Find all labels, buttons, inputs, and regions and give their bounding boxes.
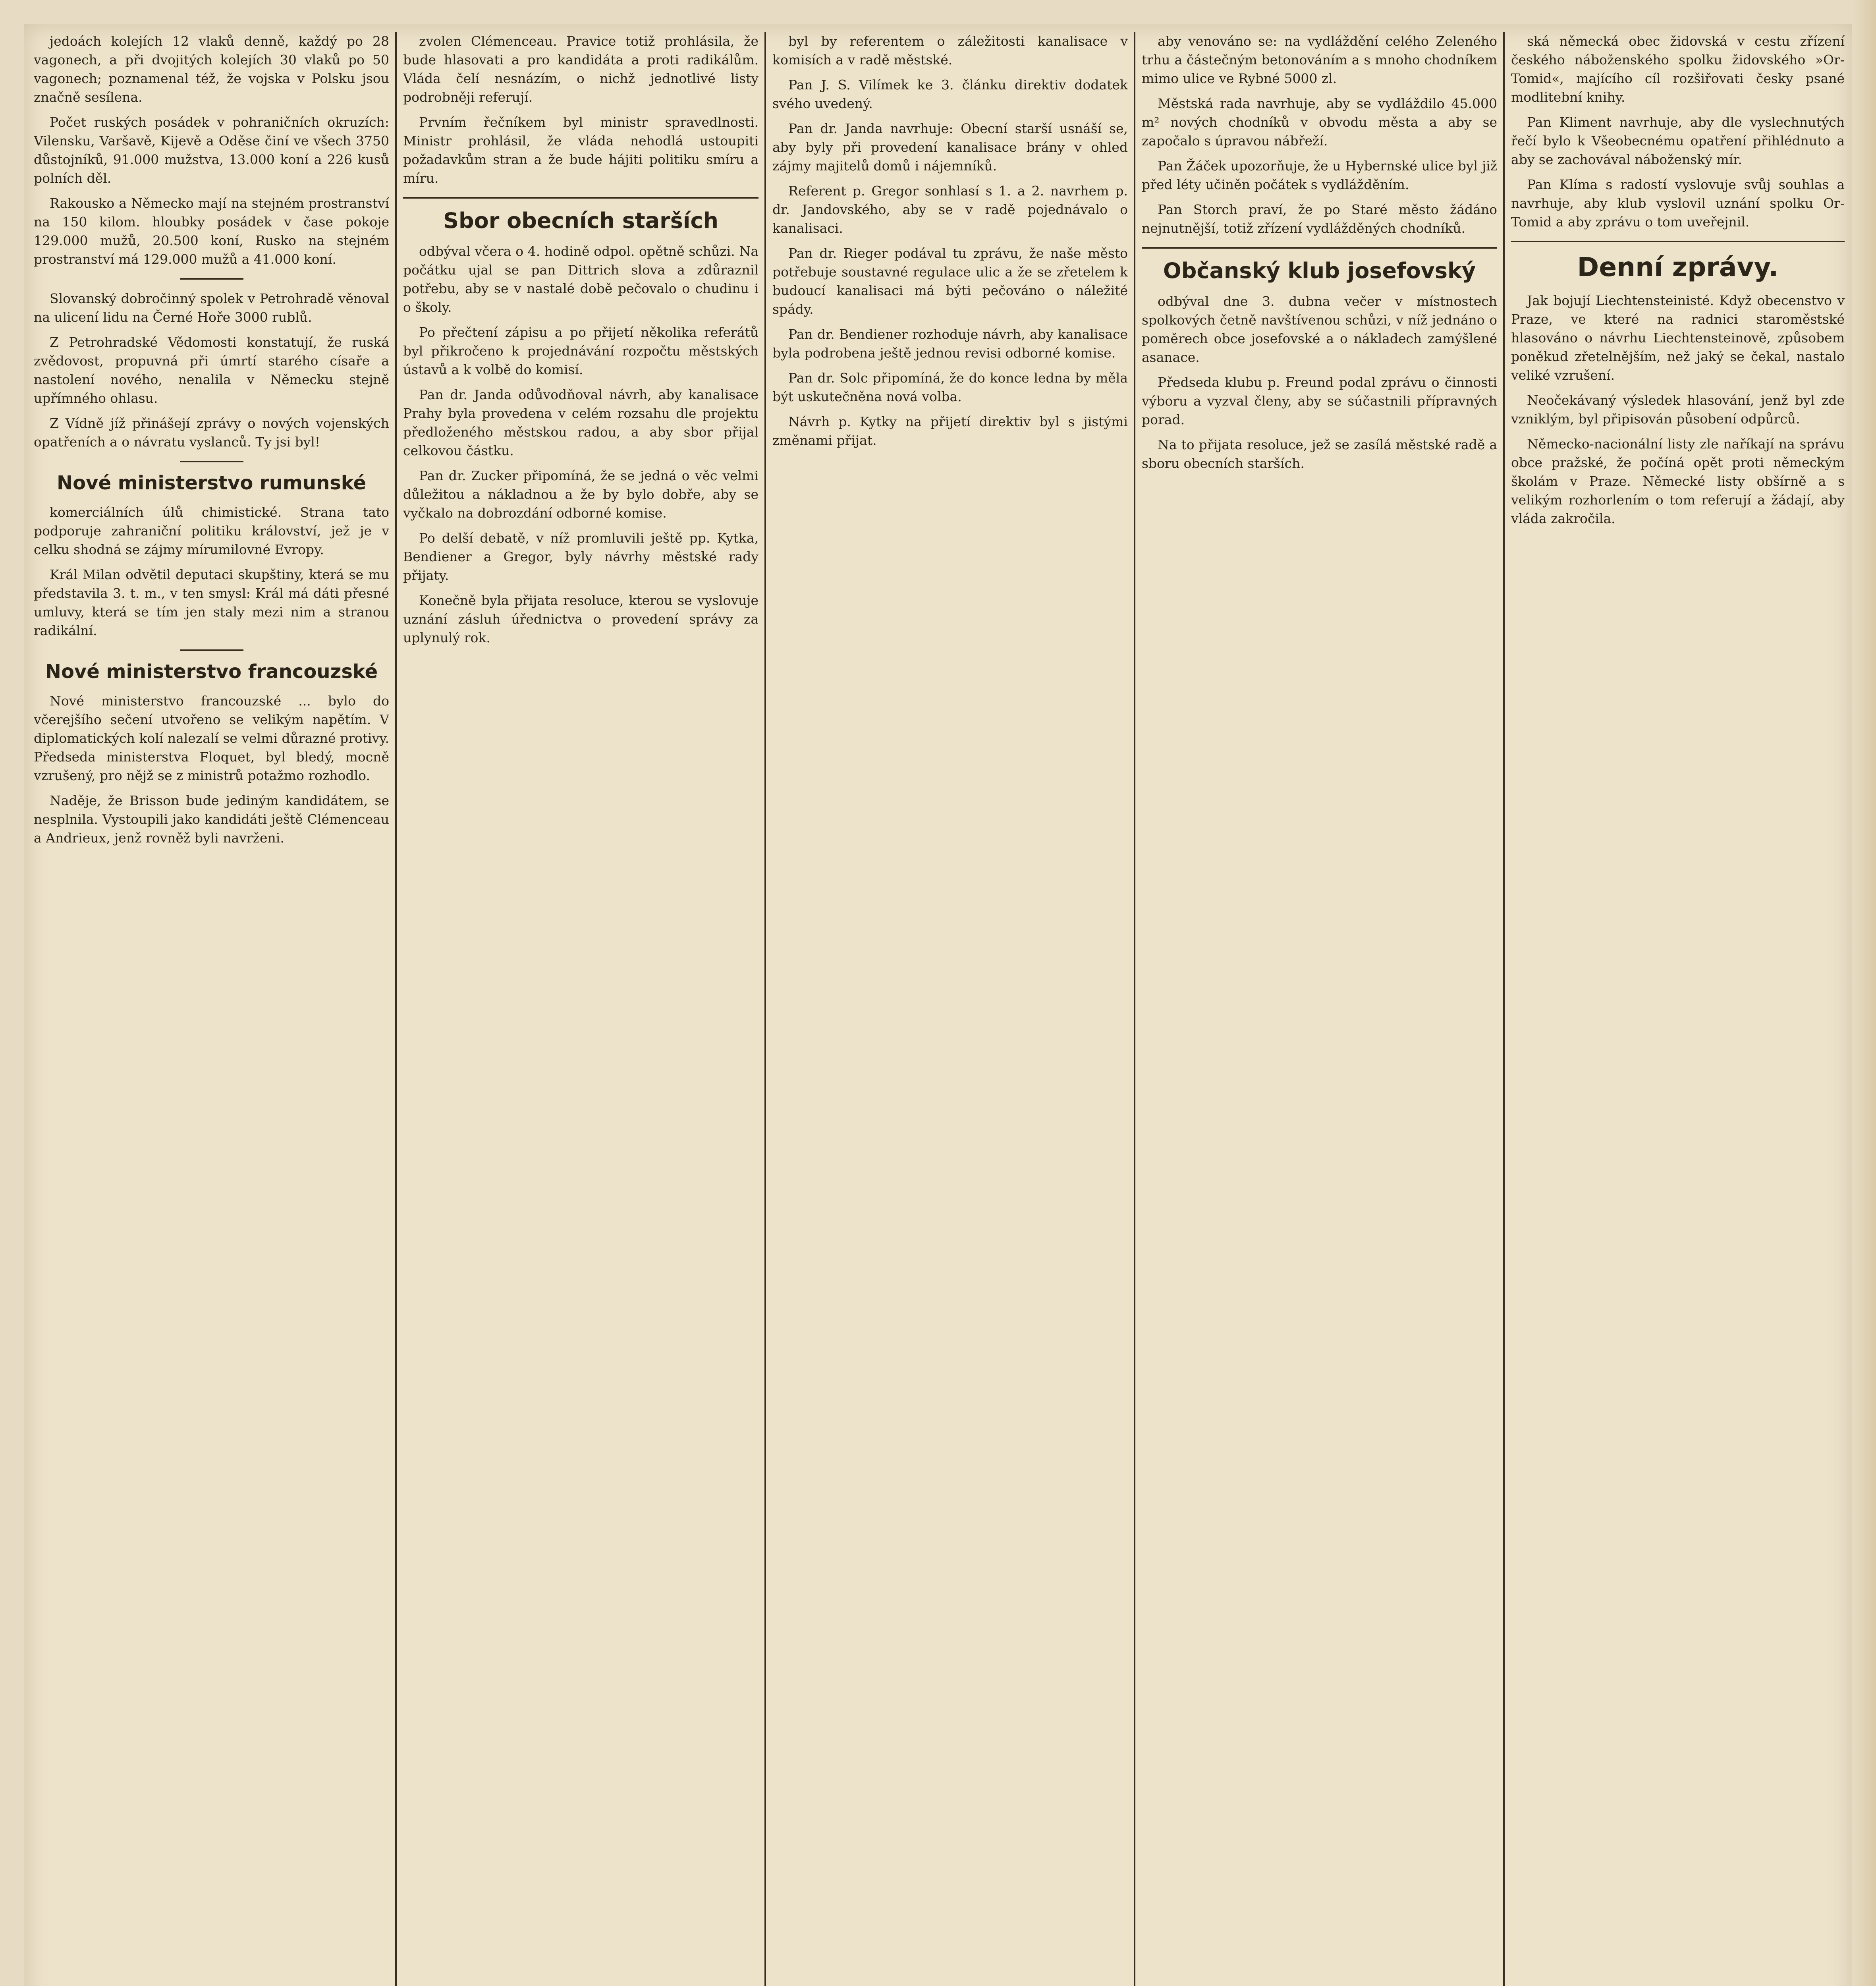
paragraph: Pan dr. Bendiener rozhoduje návrh, aby kanalisace byla podrobena ještě jednou revisi odborné komise. [772, 326, 1128, 361]
column-2 [403, 32, 759, 1986]
separator [403, 197, 759, 199]
section-heading: Sbor obecních starších [443, 208, 718, 233]
paragraph: odbýval dne 3. dubna večer v místnostech spolkových četně navštívenou schůzi, v níž jednáno o poměrech obce josefovské a o nákladech zamýšlené asanace. [1142, 294, 1497, 365]
paragraph: Po přečtení zápisu a po přijetí několika referátů byl přikročeno k projednávání rozpočtu městských ústavů a k volbě do komisí. [403, 325, 759, 377]
paragraph: Rakousko a Německo mají na stejném prostranství na 150 kilom. hloubky posádek v čase pokoje 129.000 mužů, 20.500 koní, Rusko na stejném prostranství má 129.000 mužů a 41.000 koní. [34, 195, 389, 267]
paragraph: odbýval včera o 4. hodině odpol. opětně schůzi. Na počátku ujal se pan Dittrich slova a zdůraznil potřebu, aby se v nastalé době pečovalo o chudinu i o školy. [403, 243, 759, 315]
paragraph: Neočekávaný výsledek hlasování, jenž byl zde vzniklým, byl připisován působení odpůrců. [1511, 392, 1845, 427]
section-heading: Občanský klub josefovský [1163, 258, 1476, 283]
column-5 [1511, 32, 1845, 1986]
section-heading: Denní zprávy. [1577, 252, 1779, 282]
separator [1511, 241, 1845, 242]
paragraph: ská německá obec židovská v cestu zřízení českého náboženského spolku židovského »Or-Tomid«, majícího cíl rozšiřovati česky psané modlitební knihy. [1511, 33, 1845, 105]
paragraph: Pan dr. Zucker připomíná, že se jedná o věc velmi důležitou a nákladnou a že by bylo dobře, aby se vyčkalo na dobrozdání odborné komise. [403, 468, 759, 521]
column-rule [395, 32, 397, 1986]
column-3 [772, 32, 1128, 1986]
paragraph: Jak bojují Liechtensteinisté. Když obecenstvo v Praze, ve které na radnici staroměstské hlasováno o návrhu Liechtensteinově, způsobem poněkud zřetelnějším, než jaký se čekal, nastalo veliké vzrušení. [1511, 293, 1845, 383]
paragraph: Nové ministerstvo francouzské ... bylo do včerejšího sečení utvořeno se velikým napětím. V diplomatických kolí nalezalí se velmi důrazné protivy. Předseda ministerstva Floquet, byl bledý, mocně vzrušený, pro nějž se z ministrů potažmo rozhodlo. [34, 693, 389, 783]
paragraph: Pan Kliment navrhuje, aby dle vyslechnutých řečí bylo k Všeobecnému opatření přihlédnuto a aby se zachovával náboženský mír. [1511, 114, 1845, 167]
separator [180, 461, 243, 462]
paragraph: Prvním řečníkem byl ministr spravedlnosti. Ministr prohlásil, že vláda nehodlá ustoupiti požadavkům stran a že bude hájiti politiku smíru a míru. [403, 114, 759, 186]
paragraph: byl by referentem o záležitosti kanalisace v komisích a v radě městské. [772, 33, 1128, 68]
paragraph: Pan J. S. Vilímek ke 3. článku direktiv dodatek svého uvedený. [772, 77, 1128, 111]
column-rule [1134, 32, 1135, 1986]
paragraph: Král Milan odvětil deputaci skupštiny, která se mu představila 3. t. m., v ten smysl: Král má dáti přesné umluvy, která se tím jen staly mezi nim a stranou radikální. [34, 567, 389, 638]
column-rule [1503, 32, 1505, 1986]
paragraph: Na to přijata resoluce, jež se zasílá městské radě a sboru obecních starších. [1142, 437, 1497, 471]
paragraph: Z Vídně jíž přinášejí zprávy o nových vojenských opatřeních a o návratu vyslanců. Ty jsi byl! [34, 415, 389, 450]
separator [180, 278, 243, 280]
paragraph: Slovanský dobročinný spolek v Petrohradě věnoval na ulicení lidu na Černé Hoře 3000 rublů. [34, 291, 389, 325]
paragraph: Naděje, že Brisson bude jediným kandidátem, se nesplnila. Vystoupili jako kandidáti ještě Clémenceau a Andrieux, jenž rovněž byli navrženi. [34, 793, 389, 846]
page-edge [1852, 0, 1876, 1986]
paragraph: Po delší debatě, v níž promluvili ještě pp. Kytka, Bendiener a Gregor, byly návrhy městské rady přijaty. [403, 530, 759, 583]
separator [1142, 247, 1497, 249]
paragraph: Konečně byla přijata resoluce, kterou se vyslovuje uznání zásluh úřednictva o provedení správy za uplynulý rok. [403, 593, 759, 645]
column-rule [764, 32, 766, 1986]
paragraph: aby venováno se: na vydláždění celého Zeleného trhu a částečným betonováním a s mnoho chodníkem mimo ulice ve Rybné 5000 zl. [1142, 33, 1497, 86]
section-heading: Nové ministerstvo francouzské [45, 661, 378, 683]
paragraph: Pan dr. Janda odůvodňoval návrh, aby kanalisace Prahy byla provedena v celém rozsahu dle projektu předloženého městskou radou, a aby sbor přijal celkovou částku. [403, 387, 759, 458]
paragraph: Pan dr. Rieger podával tu zprávu, že naše město potřebuje soustavné regulace ulic a že se zřetelem k budoucí kanalisaci má býti pečováno o náležité spády. [772, 245, 1128, 317]
paragraph: Pan Žáček upozorňuje, že u Hybernské ulice byl již před léty učiněn počátek s vydlážděním. [1142, 158, 1497, 192]
newspaper-page [24, 24, 1852, 1986]
section-heading: Nové ministerstvo rumunské [57, 472, 366, 494]
paragraph: zvolen Clémenceau. Pravice totiž prohlásila, že bude hlasovati a pro kandidáta a proti radikálům. Vláda čelí nesnázím, o nichž jednotlivé listy podrobněji referují. [403, 33, 759, 105]
paragraph: Městská rada navrhuje, aby se vydláždilo 45.000 m² nových chodníků v obvodu města a aby se započalo s úpravou nábřeží. [1142, 96, 1497, 149]
paragraph: komerciálních úlů chimistické. Strana tato podporuje zahraniční politiku království, jež je v celku shodná se zájmy mírumilovné Evropy. [34, 504, 389, 557]
paragraph: Referent p. Gregor sonhlasí s 1. a 2. navrhem p. dr. Jandovského, aby se v radě pojednávalo o kanalisaci. [772, 183, 1128, 236]
paragraph: Pan dr. Janda navrhuje: Obecní starší usnáší se, aby byly při provedení kanalisace brány v ohled zájmy majitelů domů i nájemníků. [772, 121, 1128, 174]
paragraph: Pan Klíma s radostí vyslovuje svůj souhlas a navrhuje, aby klub vyslovil uznání spolku Or-Tomid a aby zprávu o tom uveřejnil. [1511, 177, 1845, 230]
paragraph: Počet ruských posádek v pohraničních okruzích: Vilensku, Varšavě, Kijevě a Oděse činí ve všech 3750 důstojníků, 91.000 mužstva, 13.000 koní a 226 kusů polních děl. [34, 114, 389, 186]
column-4 [1142, 32, 1497, 1986]
paragraph: Německo-nacionální listy zle naříkají na správu obce pražské, že počíná opět proti německým školám v Praze. Německé listy obšírně a s velikým rozhorlením o tom referují a žádají, aby vláda zakročila. [1511, 436, 1845, 526]
paragraph: Předseda klubu p. Freund podal zprávu o činnosti výboru a vyzval členy, aby se súčastnili přípravných porad. [1142, 375, 1497, 427]
paragraph: Návrh p. Kytky na přijetí direktiv byl s jistými změnami přijat. [772, 414, 1128, 448]
paragraph: Pan dr. Solc připomíná, že do konce ledna by měla být uskutečněna nová volba. [772, 370, 1128, 404]
column-1 [34, 32, 389, 1986]
paragraph: jedoách kolejích 12 vlaků denně, každý po 28 vagonech, a při dvojitých kolejích 30 vlaků po 50 vagonech; poznamenal též, že vojska v Polsku jsou značně sesílena. [34, 33, 389, 105]
paragraph: Pan Storch praví, že po Staré město žádáno nejnutnější, totiž zřízení vydlážděných chodníků. [1142, 202, 1497, 236]
paragraph: Z Petrohradské Vědomosti konstatují, že ruská zvědovost, propuvná při úmrtí starého císaře a nastolení nového, nenalila v Německu stejně upřímného ohlasu. [34, 334, 389, 406]
separator [180, 649, 243, 651]
